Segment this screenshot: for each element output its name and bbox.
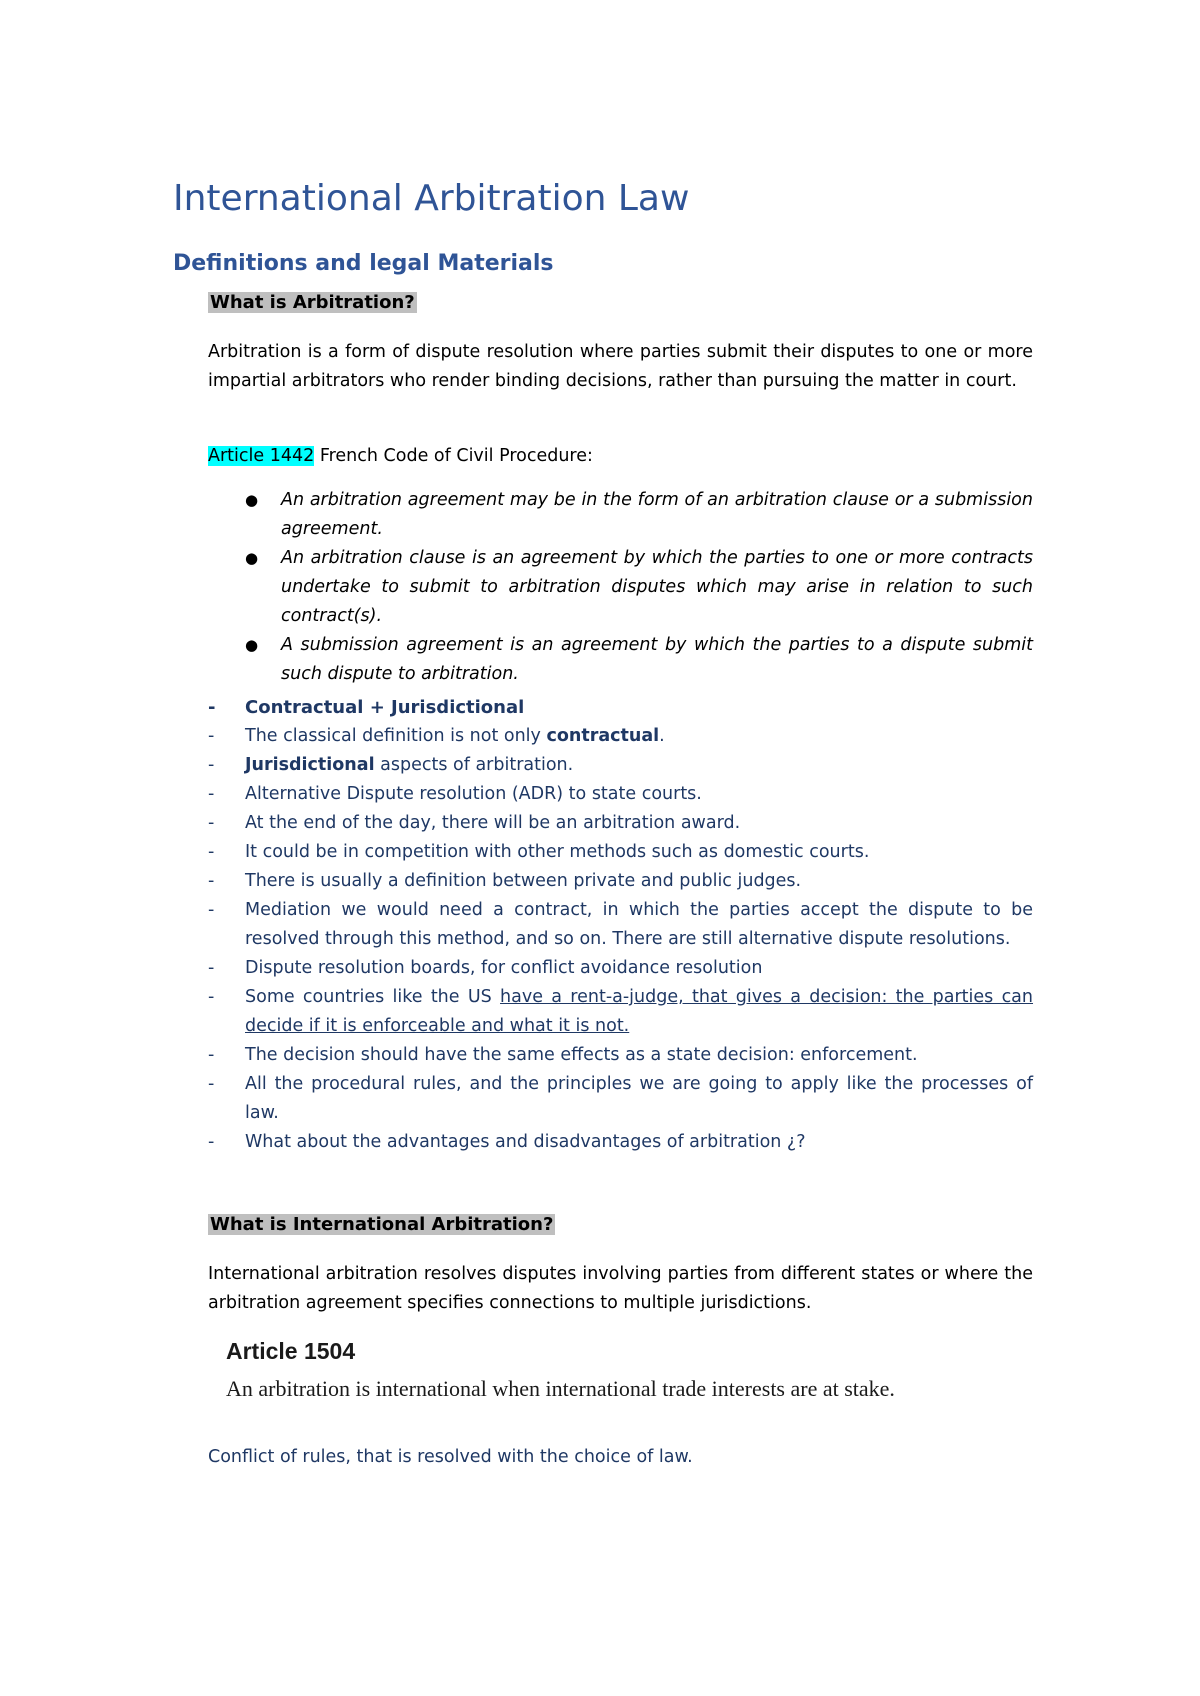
document-title: International Arbitration Law <box>173 178 690 219</box>
bullet-icon: ● <box>245 491 259 509</box>
notes-dash-list <box>208 693 1033 1157</box>
list-item: - There is usually a definition between private and public judges. <box>208 871 802 891</box>
list-item: - Some countries like the US have a rent-a-judge, that gives a decision: the parties can decide if it is enforceable and what it is not. <box>208 987 1034 1036</box>
figure-text: An arbitration is international when international trade interests are at stake. <box>226 1376 895 1401</box>
list-item: - Alternative Dispute resolution (ADR) to state courts. <box>208 784 702 804</box>
list-item: - The classical definition is not only contractual. <box>208 726 665 746</box>
article-1442-source: French Code of Civil Procedure: <box>314 446 593 466</box>
underlined-text: have a rent-a-judge, that gives a decision: the parties can decide if it is enforceable and what it is not. <box>245 987 1034 1036</box>
list-item: - It could be in competition with other methods such as domestic courts. <box>208 842 870 862</box>
article-1442-ref: Article 1442 <box>208 446 315 466</box>
list-item: - Jurisdictional aspects of arbitration. <box>208 755 574 775</box>
arbitration-definition-paragraph: Arbitration is a form of dispute resolution where parties submit their disputes to one or more impartial arbitrators who render binding decisions, rather than pursuing the matter in court. <box>208 342 1033 391</box>
list-item: - At the end of the day, there will be an arbitration award. <box>208 813 741 833</box>
heading-what-is-international-arbitration: What is International Arbitration? <box>210 1214 554 1235</box>
bullet-item: ● A submission agreement is an agreement by which the parties to a dispute submit such dispute to arbitration. <box>208 631 1033 689</box>
article-1442-bullet-list <box>208 486 1033 689</box>
list-item: - Dispute resolution boards, for conflict avoidance resolution <box>208 958 763 978</box>
figure-title: Article 1504 <box>226 1338 356 1364</box>
bullet-icon: ● <box>245 549 259 567</box>
list-item: - All the procedural rules, and the principles we are going to apply like the processes of law. <box>208 1074 1033 1123</box>
list-item: - What about the advantages and disadvantages of arbitration ¿? <box>208 1132 806 1152</box>
list-item: - Mediation we would need a contract, in which the parties accept the dispute to be resolved through this method, and so on. There are still alternative dispute resolutions. <box>208 900 1033 949</box>
international-arbitration-paragraph: International arbitration resolves disputes involving parties from different states or where the arbitration agreement specifies connections to multiple jurisdictions. <box>208 1264 1033 1313</box>
closing-note: Conflict of rules, that is resolved with the choice of law. <box>208 1447 693 1467</box>
section-subtitle: Definitions and legal Materials <box>173 251 554 276</box>
list-item: - The decision should have the same effects as a state decision: enforcement. <box>208 1045 918 1065</box>
bullet-item: ● An arbitration clause is an agreement by which the parties to one or more contracts undertake to submit to arbitration disputes which may arise in relation to such contract(s). <box>208 544 1033 631</box>
list-item: - Contractual + Jurisdictional <box>208 697 525 718</box>
article-1504-figure <box>208 1330 1028 1410</box>
article-1442-line <box>208 442 593 471</box>
bullet-item: ● An arbitration agreement may be in the form of an arbitration clause or a submission agreement. <box>208 486 1033 544</box>
heading-what-is-arbitration: What is Arbitration? <box>210 292 415 313</box>
bullet-icon: ● <box>245 636 259 654</box>
